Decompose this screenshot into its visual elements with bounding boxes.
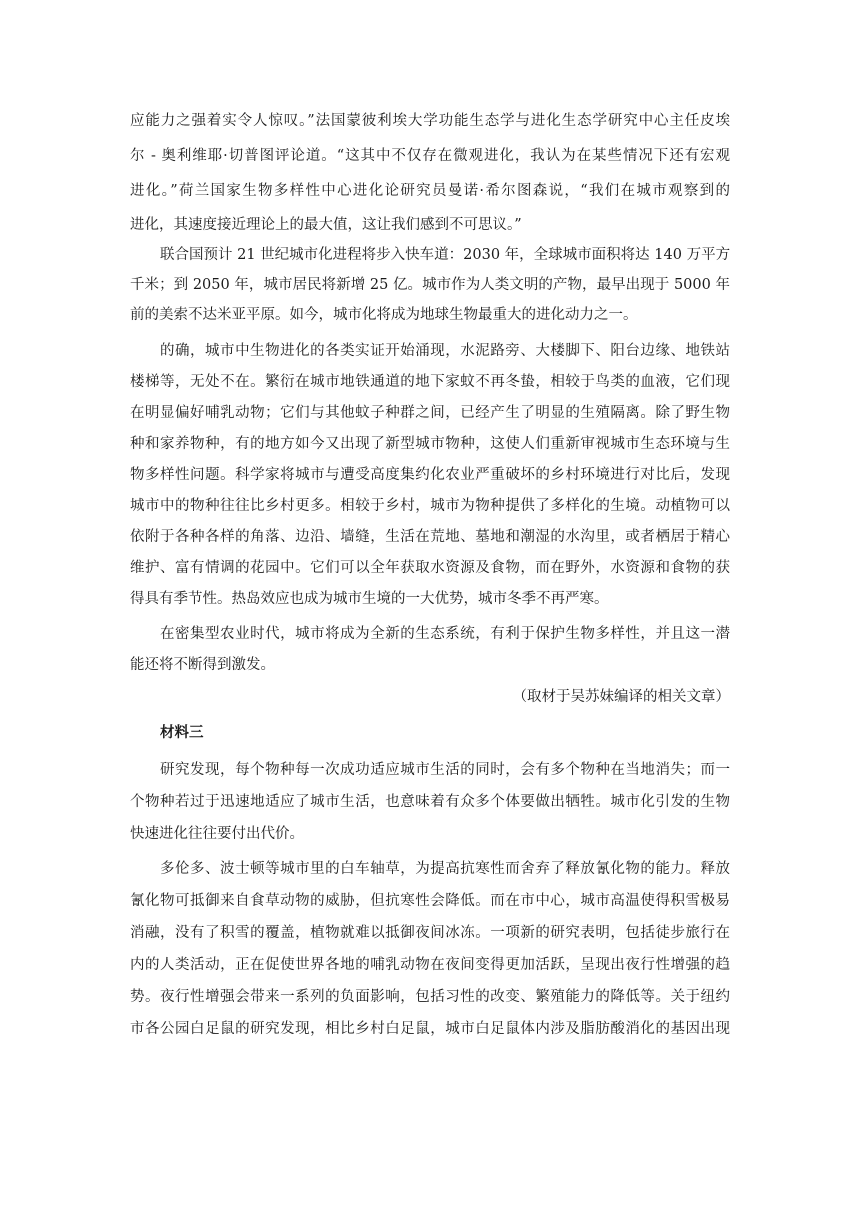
paragraph-line: 研究发现，每个物种每一次成功适应城市生活的同时，会有多个物种在当地消失；而一	[160, 762, 730, 778]
paragraph-line: 多伦多、波士顿等城市里的白车轴草，为提高抗寒性而舍弃了释放氰化物的能力。释放	[160, 861, 730, 877]
paragraph-line: 势。夜行性增强会带来一系列的负面影响，包括习性的改变、繁殖能力的降低等。关于纽约	[130, 989, 730, 1005]
paragraph-line: 联合国预计 21 世纪城市化进程将步入快车道：2030 年，全球城市面积将达 140 万平方	[160, 247, 731, 263]
paragraph-line: 的确，城市中生物进化的各类实证开始涌现，水泥路旁、大楼脚下、阳台边缘、地铁站	[160, 343, 730, 359]
paragraph-line: 尔 - 奥利维耶·切普图评论道。“这其中不仅存在微观进化，我认为在某些情况下还有宏观	[130, 148, 730, 164]
paragraph-line: 能还将不断得到激发。	[130, 657, 275, 673]
paragraph-line: 得具有季节性。热岛效应也成为城市生境的一大优势，城市冬季不再严寒。	[130, 591, 609, 607]
section-heading: 材料三	[160, 724, 204, 741]
paragraph-line: 城市中的物种往往比乡村更多。相较于乡村，城市为物种提供了多样化的生境。动植物可以	[130, 498, 730, 514]
paragraph-line: 进化，其速度接近理论上的最大值，这让我们感到不可思议。”	[130, 217, 522, 233]
paragraph-line: 消融，没有了积雪的覆盖，植物就难以抵御夜间冰冻。一项新的研究表明，包括徒步旅行在	[130, 925, 730, 941]
paragraph-line: 应能力之强着实令人惊叹。”法国蒙彼利埃大学功能生态学与进化生态学研究中心主任皮埃	[130, 113, 730, 129]
paragraph-line: 楼梯等，无处不在。繁衍在城市地铁通道的地下家蚊不再冬蛰，相较于鸟类的血液，它们现	[130, 374, 730, 390]
paragraph-line: 在密集型农业时代，城市将成为全新的生态系统，有利于保护生物多样性，并且这一潜	[160, 626, 730, 642]
paragraph-line: 在明显偏好哺乳动物；它们与其他蚊子种群之间，已经产生了明显的生殖隔离。除了野生物	[130, 405, 730, 421]
paragraph-line: 前的美索不达米亚平原。如今，城市化将成为地球生物最重大的进化动力之一。	[130, 307, 638, 323]
source-citation: （取材于吴苏妹编译的相关文章）	[512, 689, 730, 705]
paragraph-line: 千米；到 2050 年，城市居民将新增 25 亿。城市作为人类文明的产物，最早出现于 5000 年	[130, 277, 730, 293]
paragraph-line: 依附于各种各样的角落、边沿、墙缝，生活在荒地、墓地和潮湿的水沟里，或者栖居于精心	[130, 529, 730, 545]
paragraph-line: 种和家养物种，有的地方如今又出现了新型城市物种，这使人们重新审视城市生态环境与生	[130, 436, 730, 452]
paragraph-line: 进化。”荷兰国家生物多样性中心进化论研究员曼诺·希尔图森说，“我们在城市观察到的	[130, 183, 730, 199]
paragraph-line: 内的人类活动，正在促使世界各地的哺乳动物在夜间变得更加活跃，呈现出夜行性增强的趋	[130, 957, 730, 973]
paragraph-line: 个物种若过于迅速地适应了城市生活，也意味着有众多个体要做出牺牲。城市化引发的生物	[130, 794, 730, 810]
paragraph-line: 快速进化往往要付出代价。	[130, 826, 304, 842]
paragraph-line: 氰化物可抵御来自食草动物的威胁，但抗寒性会降低。而在市中心，城市高温使得积雪极易	[130, 893, 730, 909]
paragraph-line: 维护、富有情调的花园中。它们可以全年获取水资源及食物，而在野外，水资源和食物的获	[130, 560, 730, 576]
paragraph-line: 市各公园白足鼠的研究发现，相比乡村白足鼠，城市白足鼠体内涉及脂肪酸消化的基因出现	[130, 1021, 730, 1037]
paragraph-line: 物多样性问题。科学家将城市与遭受高度集约化农业严重破坏的乡村环境进行对比后，发现	[130, 467, 730, 483]
